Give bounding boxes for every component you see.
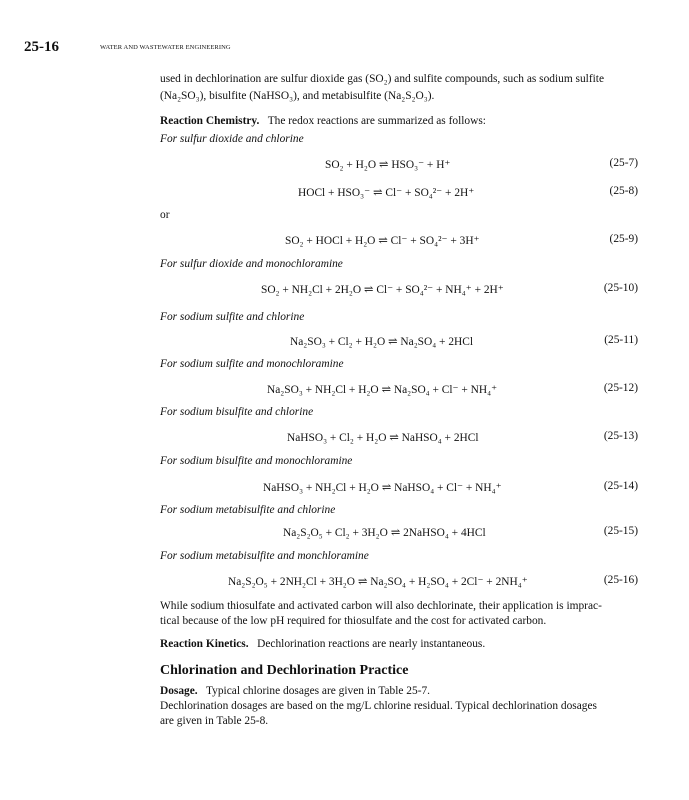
reaction-kinetics-paragraph xyxy=(160,636,485,653)
dosage-line-3: are given in Table 25-8. xyxy=(160,715,269,727)
subhead-sodium-metabisulfite-chlorine: For sodium metabisulfite and chlorine xyxy=(160,504,336,516)
equation-number-25-9: (25-9) xyxy=(609,233,638,245)
subhead-sodium-bisulfite-chlorine: For sodium bisulfite and chlorine xyxy=(160,406,314,418)
equation-number-25-12: (25-12) xyxy=(603,382,638,394)
equation-number-25-11: (25-11) xyxy=(604,334,638,346)
reaction-chemistry-text: The redox reactions are summarized as follows: xyxy=(267,115,486,127)
equation-25-10: SO₂ + NH₂Cl + 2H₂O ⇌ Cl⁻ + SO₄²⁻ + NH₄⁺ + 2H⁺ xyxy=(261,284,504,296)
dosage-heading: Dosage. xyxy=(160,685,198,697)
reaction-kinetics-text: Dechlorination reactions are nearly instantaneous. xyxy=(257,638,486,650)
equation-25-8: HOCl + HSO₃⁻ ⇌ Cl⁻ + SO₄²⁻ + 2H⁺ xyxy=(298,187,475,199)
equation-number-25-16: (25-16) xyxy=(603,574,638,586)
subhead-so2-monochloramine: For sulfur dioxide and monochloramine xyxy=(160,258,343,270)
equation-25-15: Na₂S₂O₅ + Cl₂ + 3H₂O ⇌ 2NaHSO₄ + 4HCl xyxy=(283,527,486,539)
thiosulfate-line-1: While sodium thiosulfate and activated carbon will also dechlorinate, their application is imprac- xyxy=(160,600,602,612)
equation-25-14: NaHSO₃ + NH₂Cl + H₂O ⇌ NaHSO₄ + Cl⁻ + NH₄⁺ xyxy=(263,482,502,494)
equation-number-25-13: (25-13) xyxy=(603,430,638,442)
or-text: or xyxy=(160,209,170,221)
reaction-chemistry-paragraph xyxy=(160,113,486,130)
equation-25-16: Na₂S₂O₅ + 2NH₂Cl + 3H₂O ⇌ Na₂SO₄ + H₂SO₄ + 2Cl⁻ + 2NH₄⁺ xyxy=(228,576,528,588)
thiosulfate-line-2: tical because of the low pH required for thiosulfate and the cost for activated carbon. xyxy=(160,615,547,627)
equation-25-13: NaHSO₃ + Cl₂ + H₂O ⇌ NaHSO₄ + 2HCl xyxy=(287,432,479,444)
equation-number-25-14: (25-14) xyxy=(603,480,638,492)
equation-number-25-7: (25-7) xyxy=(609,157,638,169)
running-title: WATER AND WASTEWATER ENGINEERING xyxy=(100,44,231,51)
intro-line-1: used in dechlorination are sulfur dioxide gas (SO₂) and sulfite compounds, such as sodium sulfite xyxy=(160,73,605,85)
dosage-text: Typical chlorine dosages are given in Table 25-7. xyxy=(206,685,431,697)
subhead-sodium-metabisulfite-monochloramine: For sodium metabisulfite and monchloramine xyxy=(160,550,369,562)
equation-25-11: Na₂SO₃ + Cl₂ + H₂O ⇌ Na₂SO₄ + 2HCl xyxy=(290,336,474,348)
subhead-sodium-sulfite-chlorine: For sodium sulfite and chlorine xyxy=(160,311,305,323)
equation-number-25-8: (25-8) xyxy=(609,185,638,197)
equation-25-12: Na₂SO₃ + NH₂Cl + H₂O ⇌ Na₂SO₄ + Cl⁻ + NH₄⁺ xyxy=(267,384,498,396)
equation-25-9: SO₂ + HOCl + H₂O ⇌ Cl⁻ + SO₄²⁻ + 3H⁺ xyxy=(285,235,480,247)
section-heading: Chlorination and Dechlorination Practice xyxy=(160,663,409,678)
equation-number-25-10: (25-10) xyxy=(603,282,638,294)
equation-25-7: SO₂ + H₂O ⇌ HSO₃⁻ + H⁺ xyxy=(325,159,451,171)
intro-line-2: (Na₂SO₃), bisulfite (NaHSO₃), and metabisulfite (Na₂S₂O₃). xyxy=(160,90,435,102)
subhead-so2-chlorine: For sulfur dioxide and chlorine xyxy=(160,133,304,145)
dosage-line-2: Dechlorination dosages are based on the mg/L chlorine residual. Typical dechlorination dosages xyxy=(160,700,597,712)
page-number: 25-16 xyxy=(24,39,59,55)
reaction-chemistry-heading: Reaction Chemistry. xyxy=(160,115,260,127)
subhead-sodium-bisulfite-monochloramine: For sodium bisulfite and monochloramine xyxy=(160,455,353,467)
reaction-kinetics-heading: Reaction Kinetics. xyxy=(160,638,249,650)
subhead-sodium-sulfite-monochloramine: For sodium sulfite and monochloramine xyxy=(160,358,344,370)
equation-number-25-15: (25-15) xyxy=(603,525,638,537)
